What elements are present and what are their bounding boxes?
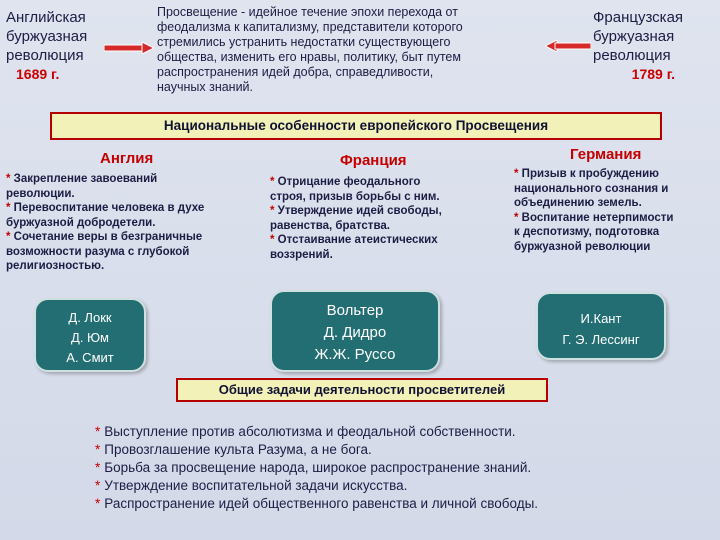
feature-line: буржуазной революции — [514, 240, 651, 253]
rev-line: буржуазная — [6, 28, 88, 45]
feature-line: возможности разума с глубокой — [6, 245, 190, 258]
common-tasks-banner: Общие задачи деятельности просветителей — [176, 378, 548, 402]
feature-line: к деспотизму, подготовка — [514, 226, 660, 238]
thinker-name: Д. Юм — [71, 330, 109, 345]
rev-line: революция — [593, 47, 671, 64]
thinker-name: Д. Дидро — [323, 324, 387, 341]
task-item: * Выступление против абсолютизма и феодальной собственности. — [95, 424, 516, 439]
feature-line: * Отрицание феодального — [270, 176, 421, 188]
feature-line: равенства, братства. — [270, 219, 390, 232]
english-revolution — [6, 8, 87, 84]
germany-thinkers — [536, 292, 666, 360]
thinker-name: И.Кант — [580, 311, 622, 326]
country-france: Франция — [340, 152, 407, 169]
french-revolution — [593, 8, 683, 84]
intro-line: феодализма к капитализму, представители которого — [157, 20, 463, 34]
feature-line: воззрений. — [270, 248, 333, 261]
england-features — [6, 172, 256, 274]
tasks-list — [95, 423, 538, 513]
feature-line: * Утверждение идей свободы, — [270, 205, 442, 217]
rev-year: 1689 г. — [16, 66, 60, 82]
task-item: * Борьба за просвещение народа, широкое распространение знаний. — [95, 460, 532, 475]
intro-line: Просвещение - идейное течение эпохи перехода от — [157, 5, 458, 19]
france-features — [270, 175, 485, 262]
arrow-right-icon — [104, 42, 154, 54]
thinker-name: Ж.Ж. Руссо — [314, 346, 396, 363]
national-features-banner: Национальные особенности европейского Просвещения — [50, 112, 662, 140]
arrow-left-icon — [545, 40, 591, 52]
feature-line: * Воспитание нетерпимости — [514, 211, 674, 224]
rev-line: Французская — [593, 9, 684, 26]
rev-line: Английская — [6, 9, 86, 26]
intro-line: общества, изменить его нравы, политику, быт путем — [157, 50, 461, 64]
feature-line: * Призыв к пробуждению — [514, 168, 659, 180]
france-thinkers — [270, 290, 440, 372]
feature-line: объединению земель. — [514, 197, 642, 209]
feature-line: национального сознания и — [514, 182, 669, 195]
country-england: Англия — [100, 150, 154, 167]
intro-line: стремились устранить недостатки существующего — [157, 35, 451, 49]
feature-line: * Сочетание веры в безграничные — [6, 231, 203, 243]
task-item: * Провозглашение культа Разума, а не бога. — [95, 442, 372, 457]
thinker-name: А. Смит — [66, 350, 114, 365]
feature-line: строя, призыв борьбы с ним. — [270, 190, 440, 203]
feature-line: * Закрепление завоеваний — [6, 173, 158, 185]
intro-text — [157, 5, 572, 95]
feature-line: религиозностью. — [6, 260, 105, 272]
germany-features — [514, 167, 718, 254]
feature-line: буржуазной добродетели. — [6, 216, 156, 229]
feature-line: * Перевоспитание человека в духе — [6, 202, 205, 214]
task-item: * Утверждение воспитательной задачи искусства. — [95, 478, 408, 493]
england-thinkers — [34, 298, 146, 372]
country-germany: Германия — [570, 146, 642, 163]
thinker-name: Д. Локк — [68, 310, 112, 325]
thinker-name: Г. Э. Лессинг — [562, 332, 640, 347]
thinker-name: Вольтер — [326, 302, 384, 319]
intro-line: распространения идей добра, справедливости, — [157, 65, 434, 79]
feature-line: * Отстаивание атеистических — [270, 234, 438, 246]
rev-line: революция — [6, 47, 84, 64]
rev-line: буржуазная — [593, 28, 675, 45]
rev-year: 1789 г. — [631, 66, 676, 82]
intro-line: научных знаний. — [157, 80, 254, 94]
feature-line: революции. — [6, 187, 75, 200]
task-item: * Распространение идей общественного равенства и личной свободы. — [95, 496, 539, 511]
